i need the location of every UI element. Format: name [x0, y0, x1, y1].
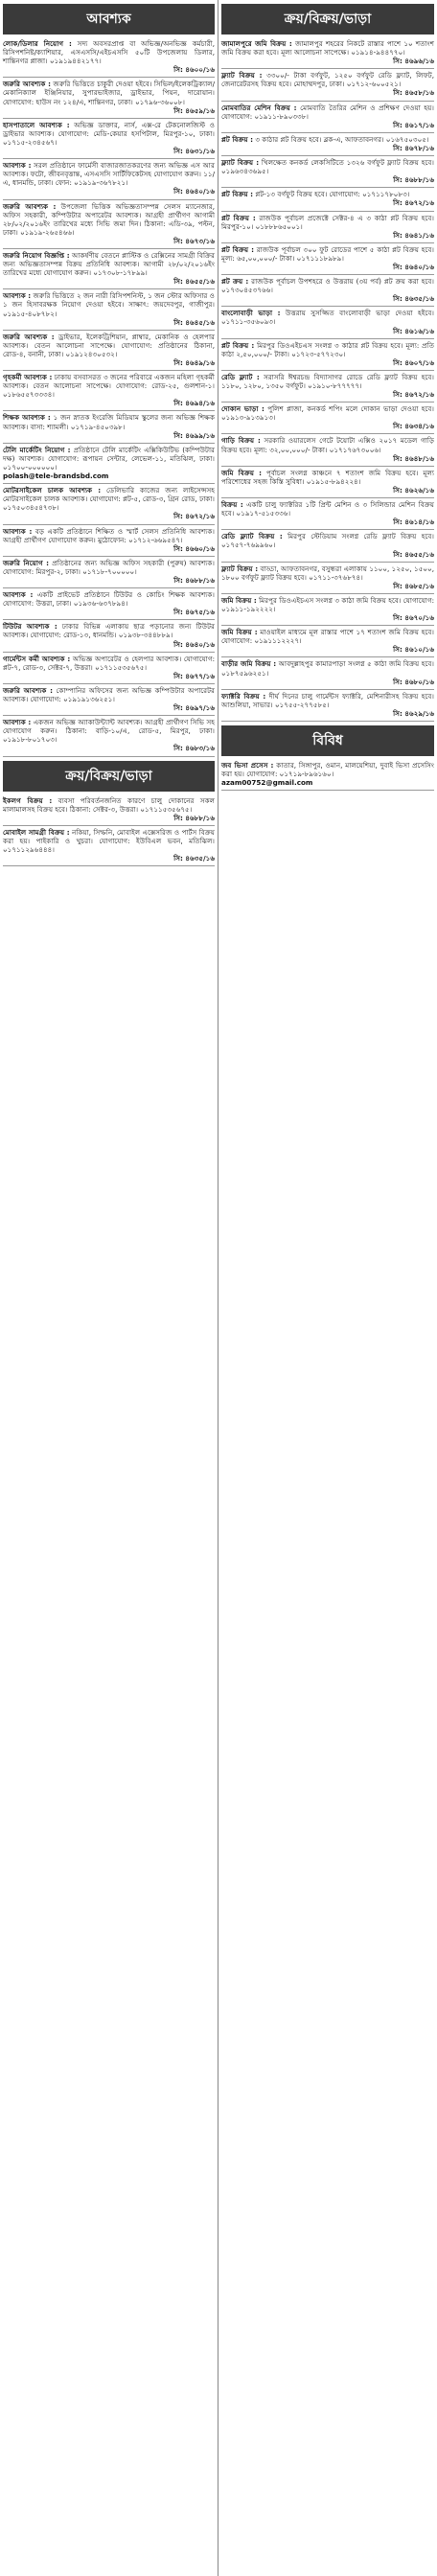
ad-title: আবশ্যক :	[3, 291, 32, 301]
ad-code: সি: ৪৬৩১/১৬	[173, 147, 215, 156]
ad-body: ৩৩০০/- টাকা বর্গফুট, ১২৫০ বর্গফুট রেডি ফ্ল্যাট, লিফট, জেনারেটরসহ বিক্রয় হবে। মোহাম্মদপুর, ঢাকা। ০১৭১২-৬০০৫২১।	[221, 71, 434, 89]
classified-ad	[3, 289, 215, 330]
ad-code: সি: ৪৬৪০/১৬	[173, 639, 215, 649]
left-column	[0, 0, 218, 2576]
ad-body: আকর্ষণীয় বেতনে প্লাস্টিক ও রেক্সিনের সামগ্রী বিক্রির জন্য অভিজ্ঞতাসম্পন্ন বিক্রয় প্রতিনিধি আবশ্যক। আগামী ২৮/০২/২০১৬ইং তারিখের মধ্যে যোগাযোগ করুন। ০১৭৩০৮-১৭৮৯৯।	[3, 250, 215, 278]
ad-code: সি: ৪৬৮০/১৬	[393, 677, 434, 686]
ad-title: জমি বিক্রয় :	[221, 628, 258, 637]
wanted-ads-list	[3, 37, 215, 757]
ad-code: সি: ৪৬৯৬/১৬	[393, 57, 434, 66]
ad-code: সি: ৪৬৭৮/১৬	[393, 143, 434, 152]
classified-ad	[3, 371, 215, 411]
classified-ad	[3, 557, 215, 588]
classified-ad	[221, 156, 434, 188]
ad-code: সি: ৪৬৮৮/১৬	[173, 575, 215, 585]
ad-title: ফ্ল্যাট বিক্রয় :	[221, 158, 260, 168]
ad-title: প্লট বিক্রয় :	[221, 134, 254, 144]
ad-title: জরুরি আবশ্যক :	[3, 332, 55, 341]
ad-title: জরুরি আবশ্যক :	[3, 201, 57, 211]
ad-title: বাংলোবাড়ী ভাড়া :	[221, 309, 281, 318]
ad-title: দোকান ভাড়া :	[221, 404, 264, 414]
classified-ad	[221, 626, 434, 657]
ad-code: সি: ৪৬৪৫/১৬	[173, 317, 215, 327]
classified-ad	[221, 307, 434, 338]
ad-title: রেডি ফ্ল্যাট :	[221, 372, 260, 381]
section-header-wanted: আবশ্যক	[3, 4, 215, 34]
ad-title: গার্মেন্টস কর্মী আবশ্যক :	[3, 654, 71, 663]
ad-code: সি: ৪৬৪১/১৬	[393, 230, 434, 240]
buy-sell-ads-list-left	[3, 794, 215, 867]
classified-ad	[221, 188, 434, 211]
ad-body: প্লট-১৩ বর্গফুট বিক্রয় হবে। যোগাযোগ: ০১৭১১৭৮০৮৩।	[255, 190, 410, 199]
ad-title: জব ভিসা প্রসেস :	[221, 761, 274, 770]
ad-code: সি: ৪৬১৪/১৬	[393, 518, 434, 527]
ad-code: সি: ৪৬৪০/১৬	[393, 262, 434, 271]
ad-body: পূর্বাচল সংলগ্ন কাঞ্চনে ৭ শতাংশ জমি বিক্রয় হবে। মূল্য পরিশোধের সহজ কিস্তি সুবিধা। ০১৯১৫-৮৯৪২২৪।	[221, 468, 434, 486]
ad-title: মোমবাতির মেশিন বিক্রয় :	[221, 103, 297, 112]
ad-body: পুলিশ প্লাজা, কনকর্ড শপিং মলে দোকান ভাড়া দেওয়া হবে। ০১৯১৩-৯১৩৯১৩।	[221, 404, 434, 423]
ad-code: সি: ৪৬৮৫/১৬	[393, 581, 434, 590]
classified-ad	[221, 69, 434, 101]
ad-title: শিক্ষক আবশ্যক :	[3, 413, 51, 423]
ad-body: সদ্য অবসরপ্রাপ্ত বা অভিজ্ঞ/অনভিজ্ঞ কর্মচারী, রিসিপশনিষ্ট/ক্যাশিয়ার, এসএসসি/এইচএসসি ৫০টি উপজেলায় ডিলার, শান্তিনগর প্লাজা। ০১৯১৯৪৪২১৭৭।	[3, 39, 215, 66]
ad-title: প্লট ক্রয় :	[221, 277, 249, 287]
classified-ad	[3, 200, 215, 249]
ad-title: ইকলগ বিক্রয় :	[3, 795, 53, 805]
classified-ad	[221, 759, 434, 791]
ad-title: আবশ্যক :	[3, 718, 32, 727]
ad-title: ফ্যাক্টরি বিক্রয় :	[221, 691, 266, 701]
classified-ad	[3, 249, 215, 289]
ad-body: জামালপুর শহরের নিকটে রাস্তার পাশে ১০ শতাংশ জমি বিক্রয় করা হবে। মূল্য আলোচনা সাপেক্ষে। ০১৯১৪-৯৪৪৭৭০।	[221, 39, 434, 58]
ad-title: ফ্ল্যাট বিক্রয় :	[221, 71, 263, 80]
ad-title: আবশ্যক :	[3, 590, 34, 600]
ad-title: প্লট বিক্রয় :	[221, 340, 255, 350]
ad-code: সি: ৪৬৭৩/১৬	[173, 236, 215, 245]
ad-title: টিউটর আবশ্যক :	[3, 622, 58, 632]
ad-code: সি: ৪৬৯৪/১৬	[173, 399, 215, 408]
ad-code: সি: ৪৬৭২/১৬	[393, 390, 434, 400]
classified-ad	[221, 467, 434, 498]
ad-code: সি: ৪৬৭৫/১৬	[173, 608, 215, 617]
ad-title: গৃহকর্মী আবশ্যক :	[3, 373, 53, 382]
section-header-buy-sell-rent-left: ক্রয়/বিক্রয়/ভাড়া	[3, 761, 215, 792]
ad-body: দীর্ঘ দিনের চালু গার্মেন্টস ফ্যাক্টরি, মেশিনারীসহ বিক্রয় হবে। আশুলিয়া, সাভার। ০১৭৫৫-২৭৭৫৮৫।	[221, 691, 434, 709]
ad-title: প্লট বিক্রয় :	[221, 213, 256, 222]
buy-sell-ads-list	[221, 37, 434, 722]
ad-body: প্রতিষ্ঠানে টেলি মার্কেটিং এক্সিকিউটিভ (কম্পিউটার দক্ষ) আবশ্যক। যোগাযোগ: রূপায়ন সেন্টার, লেভেল-১১, মতিঝিল, ঢাকা। ০১৭০০-০০০০০০।	[3, 445, 215, 472]
ad-code: সি: ৪৬৯৯/১৬	[173, 430, 215, 440]
ad-title: আবশ্যক :	[3, 161, 32, 171]
ad-code: সি: ৪৬৭২/১৬	[393, 198, 434, 208]
classified-ad	[221, 563, 434, 594]
miscellaneous-ads-list	[221, 759, 434, 791]
ad-body: সরাসরি ঈশ্বরচন্দ্র বিদ্যাসাগর রোডে রেডি ফ্ল্যাট বিক্রয় হবে। ১১৮০, ১২৮০, ১৩৫০ বর্গফুট। ০১৯১০-৮৭৭৭৭৭।	[221, 372, 434, 390]
section-header-miscellaneous: বিবিধ	[221, 725, 434, 756]
classified-ad	[3, 37, 215, 78]
ad-body: রাজউক পূর্বাচল প্রজেক্টে সেক্টর-৪ এ ৩ কাঠা প্লট বিক্রয় হবে। মিরপুর-১০। ০১৮৮৮৬৫০০১।	[221, 213, 434, 231]
classified-ad	[221, 498, 434, 530]
ad-body: কাতার, সিঙ্গাপুর, ওমান, মালয়েশিয়া, দুবাই ভিসা প্রসেসিং করা হয়। যোগাযোগ: ০১৭১৯-৮৯৬১৬০।	[221, 761, 434, 779]
ad-body: প্রতিষ্ঠানের জন্য অভিজ্ঞ অফিস সহকারী (পুরুষ) আবশ্যক। যোগাযোগ: মিরপুর-২, ঢাকা। ০১৭১৮-৭০০০০০।	[3, 558, 215, 576]
ad-title: টেলি মার্কেটিং নিয়োগ :	[3, 445, 71, 454]
classified-ad	[3, 620, 215, 652]
ad-title: মোটরসাইকেল চালক আবশ্যক :	[3, 486, 102, 495]
ad-body: একটি প্রাইভেট প্রতিষ্ঠানে টিউটর ও কোচিং শিক্ষক আবশ্যক। যোগাযোগ: উত্তরা, ঢাকা। ০১৯৩৬-৬৩৭৮৯৪।	[3, 590, 215, 609]
ad-body: জরুরি ভিত্তিতে ২ জন নারী রিসিপশনিস্ট, ১ জন স্টোর অফিসার ও ১ জন হিসাবরক্ষক নিয়োগ দেওয়া হইবে। সাক্ষাৎ: জয়দেবপুর, গাজীপুর। ০১৯১৫-৪০৮৭৮২।	[3, 291, 215, 318]
ad-body: উপজেলা ভিত্তিক অভিজ্ঞতাসম্পন্ন সেলস ম্যানেজার, অফিস সহকারী, কম্পিউটার অপারেটর আবশ্যক। আগ্রহী প্রার্থীগণ আগামী ২৮/০২/২০১৬ইং তারিখের মধ্যে সিভি জমা দিন। ঠিকানা: এডি-৩৯, পল্টন, ঢাকা। ০১৯১৯-২৬৫৪৬৬।	[3, 201, 215, 237]
classified-ad	[3, 159, 215, 199]
classified-ad	[221, 133, 434, 156]
ad-body: খিলক্ষেত কনকর্ড লেকসিটিতে ১৩২৬ বর্গফুট ফ্ল্যাট বিক্রয় হবে। ০১৯৬৩৪৩৬৯৫।	[221, 158, 434, 176]
ad-code: সি: ৪৬৭২/১৬	[173, 512, 215, 521]
classified-ad	[221, 37, 434, 69]
ad-body: নকিয়া, সিম্ফনি, মোবাইল এক্সেসরিজ ও পার্টস বিক্রয় করা হয়। পাইকারি ও খুচরা। যোগাযোগ: ইউবিএল ভবন, মতিঝিল। ০১৭১১২৯৬৪৪৪।	[3, 827, 215, 855]
ad-body: অভিজ্ঞ অপারেটর ও হেলপার আবশ্যক। যোগাযোগ: প্লট-৭, রোড-৩, সেক্টর-৭, উত্তরা। ০১৭১১৫৩৫৬৭৫।	[3, 654, 215, 672]
ad-code: সি: ৪৬৫৫/১৬	[173, 277, 215, 287]
classified-ad	[3, 653, 215, 684]
classified-ad	[221, 275, 434, 307]
ad-title: জামালপুরে জমি বিক্রয় :	[221, 39, 292, 48]
ad-body: বড় একটি প্রতিষ্ঠানে শিক্ষিত ও স্মার্ট সেলস প্রতিনিধি আবশ্যক। আগ্রহী প্রার্থীগণ যোগাযোগ করুন। মুঠোফোন: ০১৭১২-৬৬৯৫৪৭।	[3, 526, 215, 544]
ad-code: সি: ৪৬৮৩/১৬	[173, 744, 215, 753]
ad-code: সি: ৪৬৫৮/১৬	[393, 88, 434, 98]
ad-code: সি: ৪৬৪০/১৬	[173, 187, 215, 196]
ad-code: সি: ৪৬৭৭/১৬	[173, 671, 215, 680]
ad-body: একজন অভিজ্ঞ অ্যাকাউন্ট্যান্ট আবশ্যক। আগ্রহী প্রার্থীগণ সিভি সহ যোগাযোগ করুন। ঠিকানা: বাড়ি-১০/এ, রোড-৫, মিরপুর, ঢাকা। ০১৯১৮-৮০১৭০৩।	[3, 718, 215, 745]
classified-ad	[221, 212, 434, 243]
ad-title: রেডি ফ্ল্যাট বিক্রয় :	[221, 532, 283, 541]
classified-ad	[221, 339, 434, 371]
ad-body: রাজউক পূর্বাচল ৩০০ ফুট রোডের পাশে ৫ কাঠা প্লট বিক্রয় হবে। মূল্য: ৬৫,০০,০০০/- টাকা। ০১৭১১১৮৯৮৯।	[221, 244, 434, 263]
ad-body: বাড্ডা, আফতাবনগর, বসুন্ধরা এলাকায় ১১০০, ১২৫০, ১৫০০, ১৮০০ বর্গফুট ফ্ল্যাট বিক্রয় হবে। ০১৭১১-৩৭৬৮৭৪।	[221, 564, 434, 582]
ad-body: একটি চালু ফ্যাক্টরির ১টি প্রিন্ট মেশিন ও ৩ সিলিন্ডার মেশিন বিক্রয় হবে। ০১৯১৭-৫১৫৩৩৬।	[221, 500, 434, 518]
ad-code: সি: ৪৬৯৭/১৬	[173, 703, 215, 713]
ad-title: প্লট বিক্রয় :	[221, 190, 254, 199]
ad-code: সি: ৪৬২৯/১৬	[393, 708, 434, 718]
classified-ad	[221, 594, 434, 626]
classified-ad	[221, 102, 434, 133]
ad-body: মিরপুর স্টেডিয়াম সংলগ্ন রেডি ফ্ল্যাট বিক্রয় হবে। ০১৭৫৭-৭৬৯৯৬০।	[221, 532, 434, 550]
ad-body: ড্রাইভার, ইলেকট্রিশিয়ান, প্লাম্বার, মেকানিক ও হেলপার আবশ্যক। বেতন আলোচনা সাপেক্ষে। যোগাযোগ: প্রতিষ্ঠানের ঠিকানা, রোড-৪, বনানী, ঢাকা। ০১৯১২৪৩০৫৩২।	[3, 332, 215, 358]
ad-title: আবশ্যক :	[3, 526, 33, 536]
ad-code: সি: ৪৬৩৪/১৬	[393, 422, 434, 431]
classified-ad	[3, 826, 215, 866]
ad-code: সি: ৪৬৩৫/১৬	[393, 294, 434, 304]
ad-body: ১ জন স্নাতক ইংরেজি মিডিয়াম স্কুলের জন্য অভিজ্ঞ শিক্ষক আবশ্যক। বাসা: শ্যামলী। ০১৭১৯-৪৫০৩৯৮।	[3, 413, 215, 431]
classified-ad	[221, 657, 434, 689]
ad-body: জরুরি ভিত্তিতে চাকুরী দেওয়া হইবে। সিভিল/ইলেকট্রিক্যাল/মেকানিক্যাল ইঞ্জিনিয়ার, সুপারভাইজার, ড্রাইভার, পিয়ন, দারোয়ান। যোগাযোগ: হাউস নং ১২৪/এ, শান্তিনগর, ঢাকা। ০১৭৯৬-৩৬০০৮।	[3, 80, 215, 106]
classified-ad	[221, 530, 434, 562]
ad-email-link[interactable]: polash@tele-brandsbd.com	[3, 472, 109, 481]
classified-ad	[3, 78, 215, 118]
ad-body: কোম্পানির অফিসের জন্য অভিজ্ঞ কম্পিউটার অপারেটর আবশ্যক। যোগাযোগ: ০১৯১৯১৩৬২৫১।	[3, 685, 215, 703]
ad-title: মোবাইল সামগ্রী বিক্রয় :	[3, 827, 70, 837]
ad-body: সরকারি ওয়ারলেস গেটে টয়োটা এক্সিও ২০১৭ মডেল গাড়ি বিক্রয় হবে। মূল্য: ৩২,০০,০০০/- টাকা। ০১৭১৭৬৭৩০০৬।	[221, 436, 434, 454]
ad-email-link[interactable]: azam00752@gmail.com	[221, 778, 313, 788]
ad-code: সি: ৪৬৩৫/১৬	[173, 854, 215, 863]
ad-code: সি: ৪৬১৭/১৬	[393, 120, 434, 129]
section-header-buy-sell-rent: ক্রয়/বিক্রয়/ভাড়া	[221, 4, 434, 34]
ad-title: জরুরি নিয়োগ বিজ্ঞপ্তি :	[3, 250, 70, 260]
classified-ad	[3, 716, 215, 756]
ad-code: সি: ৪৬৪৯/১৬	[173, 358, 215, 367]
classified-ad	[221, 690, 434, 722]
ad-body: অভিজ্ঞ ডাক্তার, নার্স, এক্স-রে টেকনোলজিস্ট ও ড্রাইভার আবশ্যক। যোগাযোগ: মেডি-কেয়ার হসপিটাল, মিরপুর-১০, ঢাকা। ০১৭১৫-২৩৪৫৬৭।	[3, 120, 216, 147]
ad-body: ঢাকায় বসবাসরত ৩ জনের পরিবারে একজন মহিলা গৃহকর্মী আবশ্যক। বেতন আলোচনা সাপেক্ষে। যোগাযোগ: রোড-২৫, গুলশান-১। ০১৮৬৫৫৭৩৩৩৪।	[3, 373, 215, 400]
ad-code: সি: ৪৬১৬/১৬	[393, 326, 434, 335]
classified-ad	[3, 331, 215, 371]
ad-code: সি: ৪৬৮৮/১৬	[173, 813, 215, 822]
ad-body: রাজউক পূর্বাচল উপশহরে ও উত্তরায় (৩য় পর্ব) প্লট ক্রয় করা হবে। ০১৭৩০৪৫৩৭৬৬।	[221, 277, 434, 295]
ad-title: জরুরি নিয়োগ :	[3, 558, 50, 567]
right-column	[218, 0, 437, 2576]
ad-body: মোমবাতি তৈরির মেশিন ও প্রশিক্ষণ দেওয়া হয়। যোগাযোগ: ০১৯১১-৮৯০৩৩৮।	[221, 103, 434, 121]
ad-title: প্লট বিক্রয় :	[221, 244, 254, 254]
classified-ad	[3, 411, 215, 443]
ad-title: বিক্রয় :	[221, 500, 243, 510]
ad-code: সি: ৪৬১০/১৬	[393, 645, 434, 655]
ad-title: জরুরি আবশ্যক :	[3, 685, 53, 695]
ad-body: মিরপুর ডিওএইচএস সংলগ্ন ৩ কাঠার প্লট বিক্রয় হবে। মূল্য: প্রতি কাঠা ২,৫০,০০০/- টাকা। ০১৭২৩-৫৭৭২৩০।	[221, 340, 434, 358]
ad-code: সি: ৪৬৫৯/১৬	[173, 105, 215, 115]
ad-code: সি: ৪৬৪৮/১৬	[393, 453, 434, 463]
ad-body: মিরপুর ডিওএইচএস সংলগ্ন ৩ কাঠা জমি বিক্রয় হবে। যোগাযোগ: ০১৯১১-১৯২২২২।	[221, 595, 434, 613]
ad-body: ৩ কাঠার প্লট বিক্রয় হবে। ব্লক-এ, আফতাবনগর। ০১৬৭৫০৩০৫।	[255, 134, 429, 144]
ad-code: সি: ৪৬৭০/১৬	[393, 613, 434, 623]
ad-title: বাড়ীর জমি বিক্রয় :	[221, 659, 277, 669]
classified-ad	[3, 484, 215, 524]
ad-code: সি: ৪৬৮৮/১৬	[393, 175, 434, 185]
classified-ad	[3, 684, 215, 716]
ad-code: সি: ৪৬৬০/১৬	[173, 543, 215, 553]
classified-ad	[221, 434, 434, 466]
classified-ad	[3, 794, 215, 826]
classified-ad	[3, 525, 215, 557]
classified-ad	[221, 371, 434, 402]
ad-title: লোক/ডিলার নিয়োগ :	[3, 39, 72, 48]
ad-title: জরুরি আবশ্যক :	[3, 80, 51, 89]
classified-ad	[3, 119, 215, 159]
ad-title: গাড়ি বিক্রয় :	[221, 436, 261, 446]
ad-code: সি: ৪৬০৭/১৬	[393, 357, 434, 367]
ad-body: সরল প্রতিষ্ঠানে ফার্মেসী বাজারজাতকরণের জন্য অভিজ্ঞ এস আর আবশ্যক। ফটো, জীবনবৃত্তান্ত, এসএসসি সার্টিফিকেটসহ যোগাযোগ করুন। ১১/এ, ধানমন্ডি, ঢাকা। ফোন: ০১৯১৯-৩৬৭৮২১।	[3, 161, 215, 188]
ad-body: উত্তরায় সুসজ্জিত বাংলোবাড়ী ভাড়া দেওয়া হইবে। ০১৭১১-৩৫৬০৯৩।	[221, 309, 434, 327]
ad-code: সি: ৪৬০০/১৬	[173, 65, 215, 75]
ad-title: ফ্ল্যাট বিক্রয় :	[221, 564, 259, 573]
classified-ad	[3, 588, 215, 620]
ad-body: ঢাকার বিভিন্ন এলাকায় ছাত্র পড়ানোর জন্য টিউটর আবশ্যক। যোগাযোগ: রোড-১৩, ধানমন্ডি। ০১৯৩৮-৩৪৪৮৮৯।	[3, 622, 215, 640]
ad-code: সি: ৪৬৫৫/১৬	[393, 549, 434, 559]
ad-title: জমি বিক্রয় :	[221, 468, 262, 477]
ad-body: মাওয়াইল মাধ্যমে মূল রাস্তার পাশে ১৭ শতাংশ জমি বিক্রয় হবে। যোগাযোগ: ০১৯১১১২২২৭।	[221, 628, 434, 646]
ad-title: হাসপাতালে আবশ্যক :	[3, 120, 70, 129]
ad-title: জমি বিক্রয় :	[221, 595, 257, 605]
ad-body: ব্যবসা পরিবর্তনজনিত কারণে চালু দোকানের সকল মালামালসহ বিক্রয় হবে। ঠিকানা: সেক্টর-৩, উত্তরা। ০১৭১১৫৩৫৬৭৫।	[3, 795, 215, 814]
classified-ad	[221, 243, 434, 275]
classified-ad	[221, 402, 434, 434]
ad-body: ডেলিভারি কাজের জন্য লাইসেন্সসহ মোটরসাইকেল চালক আবশ্যক। যোগাযোগ: প্লট-৫, রোড-৩, গ্রিন রোড, ঢাকা। ০১৭৫০৩৪৫৪৭৩৮।	[3, 486, 215, 513]
ad-body: আবদুল্লাহপুর কামারপাড়া সংলগ্ন ৫ কাঠা জমি বিক্রয় হবে। ০১৮৭৫৯৬২৫১।	[221, 659, 434, 678]
ad-code: সি: ৪৬২৬/১৬	[393, 485, 434, 494]
classified-ad	[3, 444, 215, 484]
